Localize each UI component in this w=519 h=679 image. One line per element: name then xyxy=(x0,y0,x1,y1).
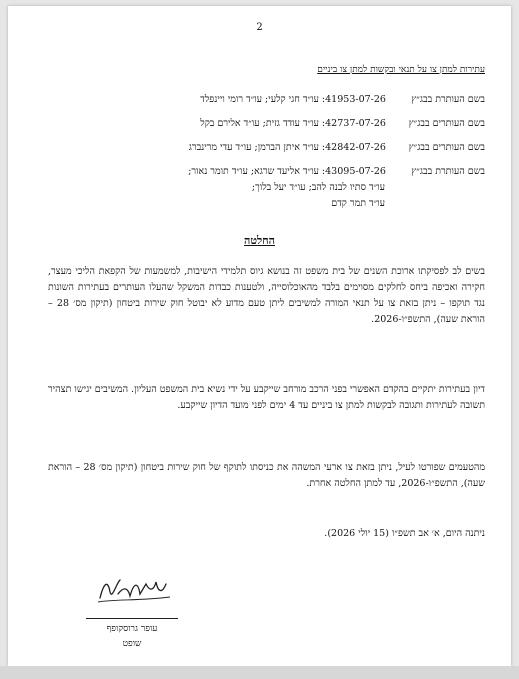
petitioner-lawyers-line: עו״ד תמר קדם xyxy=(331,198,385,209)
petition-label: בשם העותרים בבג״ץ xyxy=(408,118,485,129)
judge-name: עופר גרוסקופף xyxy=(106,624,158,634)
case-number: 42842-07-26 xyxy=(325,142,386,153)
petitioner-lawyers: עו״ד עודד גזית; עו״ד אלירם בקל xyxy=(200,118,319,129)
case-number: 43095-07-26 xyxy=(325,166,386,177)
case-number: 41953-07-26 xyxy=(325,94,386,105)
decision-paragraph: מהטעמים שפורטו לעיל, ניתן בזאת צו ארעי המשהה את כניסתו לתוקף של חוק שירות ביטחון (תיקון מס׳ 28 – הוראת שעה), התשפ״ו-2026, עד למתן החלטה אחרת. xyxy=(48,462,486,489)
decision-heading: החלטה xyxy=(244,234,275,247)
petition-label: בשם העותרת בבג״ץ xyxy=(411,94,485,105)
judge-signature xyxy=(94,572,174,606)
judge-title: שופט xyxy=(122,639,142,649)
viewer-bottom-bar xyxy=(0,666,519,679)
subject-line: עתירות למתן צו על תנאי ובקשות למתן צו ביניים xyxy=(317,65,485,75)
petitioner-lawyers: עו״ד אליעד שרגא; עו״ד תומר נאור; xyxy=(188,166,319,177)
petition-entry: בשם העותרת בבג״ץ 43095-07-26: עו״ד אליעד שרגא; עו״ד תומר נאור; עו״ד סתיו לבנה להב; עו״ד יעל בלוך; עו״ד תמר קדם xyxy=(85,164,485,212)
decision-paragraph: בשים לב לפסיקתו ארוכת השנים של בית משפט זה בנושא גיוס תלמידי הישיבות, למשמעות של הקפאת הליכי מעצר, חקירה ואכיפה ביחס לחלקים מסוימים בלבד מהאוכלוסייה, ולטענות כבדות המשקל שהעלו העותרים בעתירות השונות נגד תוקפו – ניתן בזאת צו על תנאי המורה למשיבים ליתן טעם מדוע לא יבוטל חוק שירות ביטחון (תיקון מס׳ 28 – הוראת שעה), התשפ״ו-2026. xyxy=(48,266,485,325)
petitioner-lawyers-line: עו״ד סתיו לבנה להב; עו״ד יעל בלוך; xyxy=(251,182,385,193)
petition-label: בשם העותרים בבג״ץ xyxy=(408,142,485,153)
given-date: ניתנה היום, א׳ אב תשפ״ו (15 יולי 2026). xyxy=(324,528,485,539)
case-number: 42737-07-26 xyxy=(325,118,386,129)
petition-entry: בשם העותרים בבג״ץ 42737-07-26: עו״ד עודד גזית; עו״ד אלירם בקל xyxy=(85,116,485,132)
petitioner-lawyers: עו״ד איתן הברמן; עו״ד עדי מרינברג xyxy=(188,142,319,153)
decision-paragraph: דיון בעתירות יתקיים בהקדם האפשרי בפני הרכב מורחב שייקבע על ידי נשיא בית המשפט העליון. המשיבים יגישו תצהיר תשובה לעתירות ותגובה לבקשות למתן צו ביניים עד 4 ימים לפני מועד הדיון שייקבע. xyxy=(48,384,485,411)
signature-line xyxy=(86,618,178,619)
page-number: 2 xyxy=(256,22,263,33)
document-page xyxy=(8,6,511,666)
petition-entry: בשם העותרים בבג״ץ 42842-07-26: עו״ד איתן הברמן; עו״ד עדי מרינברג xyxy=(85,140,485,156)
petition-entry: בשם העותרת בבג״ץ 41953-07-26: עו״ד חגי קלעי; עו״ד רומי ויינפלד xyxy=(85,92,485,108)
petition-label: בשם העותרת בבג״ץ xyxy=(411,166,485,177)
petitioner-lawyers: עו״ד חגי קלעי; עו״ד רומי ויינפלד xyxy=(200,94,319,105)
